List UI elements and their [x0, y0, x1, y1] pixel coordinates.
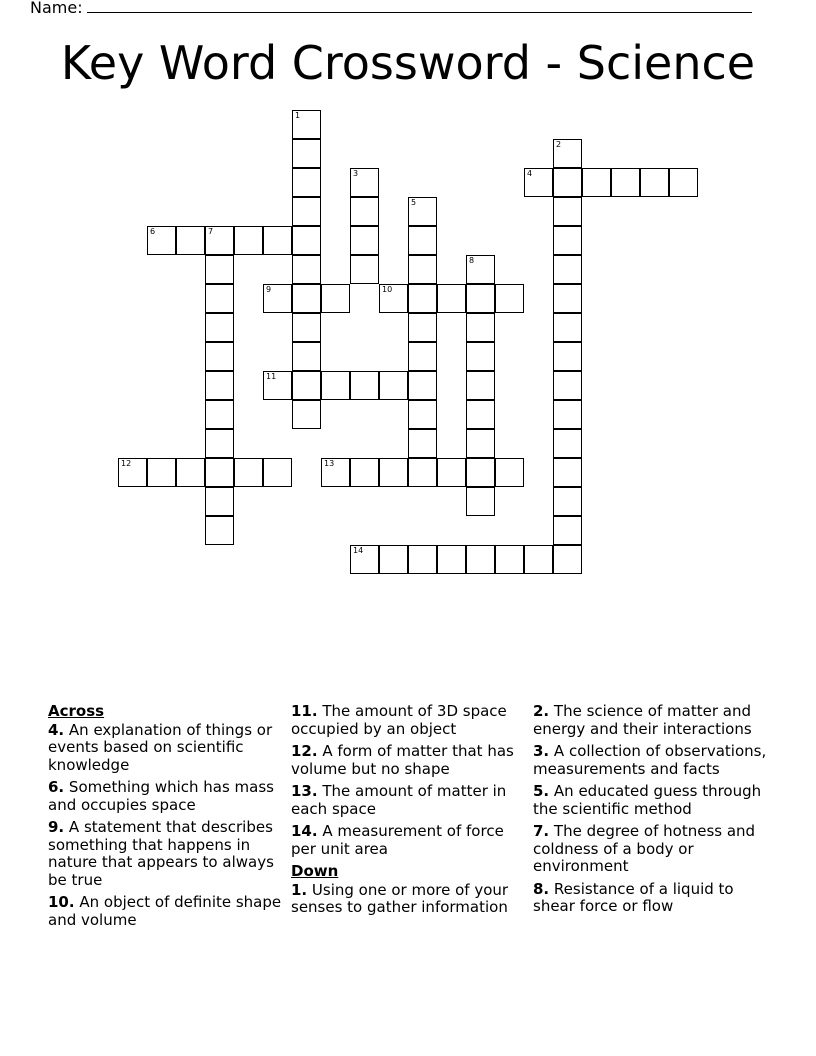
- clue-text: The degree of hotness and coldness of a body or environment: [533, 822, 756, 875]
- grid-cell[interactable]: [408, 342, 437, 371]
- grid-cell[interactable]: [292, 284, 321, 313]
- grid-cell[interactable]: [350, 545, 379, 574]
- grid-cell[interactable]: [292, 139, 321, 168]
- clue-number: 3.: [533, 742, 550, 760]
- grid-cell[interactable]: [263, 458, 292, 487]
- grid-cell[interactable]: [466, 487, 495, 516]
- grid-cell[interactable]: [437, 545, 466, 574]
- clue-number: 4: [527, 169, 533, 178]
- grid-cell[interactable]: [640, 168, 669, 197]
- grid-cell[interactable]: [553, 400, 582, 429]
- grid-cell[interactable]: [466, 545, 495, 574]
- clue-number: 2: [556, 140, 562, 149]
- clue-number: 9.: [48, 818, 65, 836]
- grid-cell[interactable]: [495, 458, 524, 487]
- grid-cell[interactable]: [263, 371, 292, 400]
- clue-text: An object of definite shape and volume: [48, 893, 282, 929]
- grid-cell[interactable]: [408, 545, 437, 574]
- grid-cell[interactable]: [553, 429, 582, 458]
- grid-cell[interactable]: [147, 226, 176, 255]
- clue: [533, 783, 773, 818]
- clue-text: An educated guess through the scientific method: [533, 782, 762, 818]
- clues-column-1: [48, 703, 288, 934]
- grid-cell[interactable]: [176, 226, 205, 255]
- grid-cell[interactable]: [408, 313, 437, 342]
- grid-cell[interactable]: [379, 458, 408, 487]
- clue: [48, 894, 288, 929]
- clue-number: 13.: [291, 782, 318, 800]
- clue-text: Something which has mass and occupies space: [48, 778, 274, 814]
- grid-cell[interactable]: [263, 226, 292, 255]
- clue: [533, 743, 773, 778]
- clue: [291, 743, 526, 778]
- grid-cell[interactable]: [292, 371, 321, 400]
- grid-cell[interactable]: [553, 516, 582, 545]
- clue-number: 2.: [533, 702, 550, 720]
- grid-cell[interactable]: [408, 226, 437, 255]
- grid-cell[interactable]: [408, 371, 437, 400]
- grid-cell[interactable]: [553, 226, 582, 255]
- clue-number: 1.: [291, 880, 308, 899]
- grid-cell[interactable]: [553, 168, 582, 197]
- clue-number: 13: [324, 459, 335, 468]
- clue-text: A collection of observations, measurements and facts: [533, 742, 767, 778]
- grid-cell[interactable]: [292, 342, 321, 371]
- clue-number: 1: [295, 111, 301, 120]
- clue-number: 12.: [291, 742, 318, 760]
- clue-text: Using one or more of your senses to gather information: [291, 880, 509, 916]
- grid-cell[interactable]: [321, 458, 350, 487]
- clue: [291, 882, 526, 917]
- clue-number: 12: [121, 459, 132, 468]
- grid-cell[interactable]: [350, 226, 379, 255]
- grid-cell[interactable]: [553, 371, 582, 400]
- clue-number: 14.: [291, 822, 318, 840]
- clue-number: 7: [208, 227, 214, 236]
- clue-text: The amount of matter in each space: [291, 782, 507, 818]
- grid-cell[interactable]: [205, 342, 234, 371]
- clue-text: A statement that describes something that happens in nature that appears to always be true: [48, 818, 274, 889]
- clue-number: 7.: [533, 822, 550, 840]
- grid-cell[interactable]: [553, 313, 582, 342]
- grid-cell[interactable]: [118, 458, 147, 487]
- grid-cell[interactable]: [553, 197, 582, 226]
- grid-cell[interactable]: [263, 284, 292, 313]
- grid-cell[interactable]: [321, 371, 350, 400]
- grid-cell[interactable]: [350, 371, 379, 400]
- grid-cell[interactable]: [466, 458, 495, 487]
- grid-cell[interactable]: [379, 545, 408, 574]
- clue: [533, 823, 773, 876]
- grid-cell[interactable]: [379, 284, 408, 313]
- clue-number: 10: [382, 285, 393, 294]
- grid-cell[interactable]: [466, 400, 495, 429]
- grid-cell[interactable]: [408, 458, 437, 487]
- grid-cell[interactable]: [292, 168, 321, 197]
- clues-column-2: [291, 703, 526, 922]
- clue-number: 8: [469, 256, 475, 265]
- clue-number: 3: [353, 169, 359, 178]
- grid-cell[interactable]: [292, 255, 321, 284]
- grid-cell[interactable]: [205, 371, 234, 400]
- grid-cell[interactable]: [466, 371, 495, 400]
- page-title: Key Word Crossword - Science: [60, 36, 756, 90]
- clue-text: The science of matter and energy and their interactions: [533, 702, 752, 738]
- clue: [291, 823, 526, 858]
- grid-cell[interactable]: [437, 458, 466, 487]
- grid-cell[interactable]: [582, 168, 611, 197]
- grid-cell[interactable]: [553, 139, 582, 168]
- grid-cell[interactable]: [205, 226, 234, 255]
- grid-cell[interactable]: [437, 284, 466, 313]
- name-label: Name:: [30, 0, 83, 17]
- grid-cell[interactable]: [379, 371, 408, 400]
- grid-cell[interactable]: [205, 429, 234, 458]
- grid-cell[interactable]: [553, 545, 582, 574]
- grid-cell[interactable]: [495, 284, 524, 313]
- grid-cell[interactable]: [234, 226, 263, 255]
- grid-cell[interactable]: [205, 255, 234, 284]
- grid-cell[interactable]: [292, 313, 321, 342]
- clue: [533, 703, 773, 738]
- clue-number: 4.: [48, 720, 65, 739]
- grid-cell[interactable]: [205, 284, 234, 313]
- grid-cell[interactable]: [553, 487, 582, 516]
- grid-cell[interactable]: [176, 458, 205, 487]
- clue-text: The amount of 3D space occupied by an object: [291, 702, 507, 738]
- grid-cell[interactable]: [669, 168, 698, 197]
- clue-number: 5: [411, 198, 417, 207]
- grid-cell[interactable]: [553, 284, 582, 313]
- grid-cell[interactable]: [466, 284, 495, 313]
- clue-number: 9: [266, 285, 272, 294]
- grid-cell[interactable]: [205, 458, 234, 487]
- grid-cell[interactable]: [350, 458, 379, 487]
- clue: [48, 819, 288, 889]
- clues-column-3: [533, 703, 773, 921]
- across-heading: Across: [48, 702, 105, 720]
- grid-cell[interactable]: [466, 342, 495, 371]
- clue-number: 6: [150, 227, 156, 236]
- grid-cell[interactable]: [553, 255, 582, 284]
- grid-cell[interactable]: [466, 313, 495, 342]
- clue: [533, 881, 773, 916]
- clue-text: A measurement of force per unit area: [291, 822, 504, 858]
- grid-cell[interactable]: [408, 284, 437, 313]
- grid-cell[interactable]: [611, 168, 640, 197]
- clue-text: Resistance of a liquid to shear force or flow: [533, 879, 734, 915]
- clue-number: 8.: [533, 879, 550, 898]
- grid-cell[interactable]: [292, 226, 321, 255]
- clue: [48, 779, 288, 814]
- grid-cell[interactable]: [524, 168, 553, 197]
- grid-cell[interactable]: [350, 168, 379, 197]
- grid-cell[interactable]: [408, 429, 437, 458]
- grid-cell[interactable]: [553, 342, 582, 371]
- clue: [291, 703, 526, 738]
- clue-number: 6.: [48, 778, 65, 796]
- grid-cell[interactable]: [321, 284, 350, 313]
- down-heading: Down: [291, 862, 339, 880]
- grid-cell[interactable]: [147, 458, 176, 487]
- grid-cell[interactable]: [408, 255, 437, 284]
- grid-cell[interactable]: [466, 429, 495, 458]
- grid-cell[interactable]: [205, 313, 234, 342]
- clue-text: An explanation of things or events based on scientific knowledge: [48, 720, 273, 774]
- grid-cell[interactable]: [205, 400, 234, 429]
- grid-cell[interactable]: [553, 458, 582, 487]
- grid-cell[interactable]: [466, 255, 495, 284]
- clue-number: 11.: [291, 702, 318, 720]
- grid-cell[interactable]: [350, 255, 379, 284]
- grid-cell[interactable]: [205, 487, 234, 516]
- clue: [48, 722, 288, 775]
- grid-cell[interactable]: [205, 516, 234, 545]
- grid-cell[interactable]: [408, 400, 437, 429]
- clue: [291, 783, 526, 818]
- clue-number: 5.: [533, 782, 550, 800]
- clue-number: 14: [353, 546, 364, 555]
- clue-number: 10.: [48, 893, 75, 911]
- grid-cell[interactable]: [292, 197, 321, 226]
- grid-cell[interactable]: [234, 458, 263, 487]
- clue-text: A form of matter that has volume but no shape: [291, 742, 514, 778]
- grid-cell[interactable]: [495, 545, 524, 574]
- clue-number: 11: [266, 372, 277, 381]
- grid-cell[interactable]: [408, 197, 437, 226]
- grid-cell[interactable]: [292, 110, 321, 139]
- grid-cell[interactable]: [524, 545, 553, 574]
- grid-cell[interactable]: [292, 400, 321, 429]
- grid-cell[interactable]: [350, 197, 379, 226]
